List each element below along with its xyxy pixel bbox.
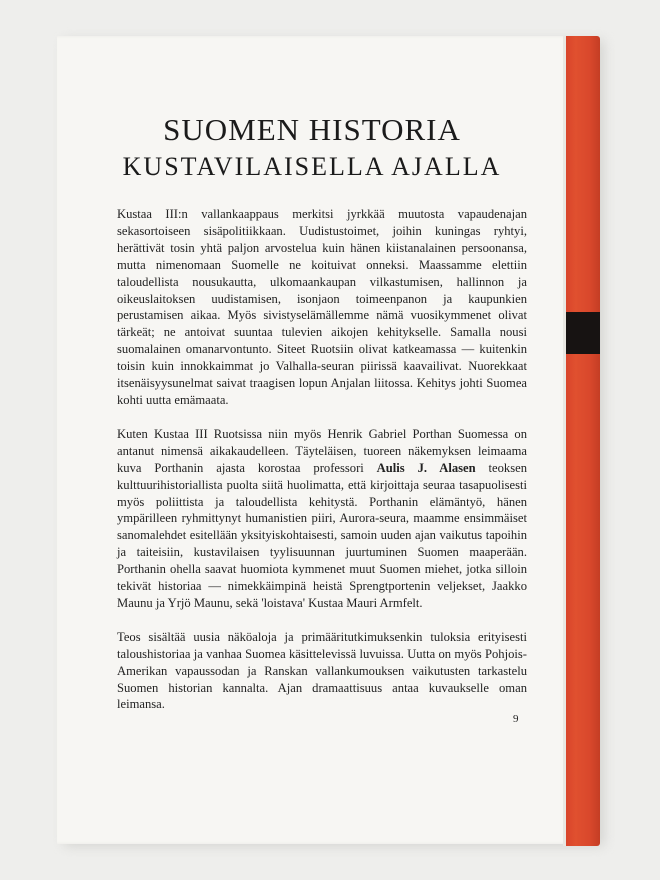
author-name: Aulis J. Alasen [376,460,476,475]
book-spine [565,36,600,846]
book-subtitle: KUSTAVILAISELLA AJALLA [122,152,502,181]
page-number: 9 [513,713,519,725]
blurb-paragraph-2 [117,426,527,612]
book-title: SUOMEN HISTORIA [163,112,461,147]
blurb-paragraph-1: Kustaa III:n vallankaappaus merkitsi jyrkkää muutosta vapaudenajan sekasortoiseen sisäpolitiikkaan. Uudistustoimet, joihin kuningas ryhtyi, herättivät tosin yhtä paljon arvostelua kuin hänen kiistanalainen persoonansa, mutta nimenomaan Suomelle ne koituivat onneksi. Maassamme elettiin taloudellista nousukautta, ulkomaankaupan vilkastumisen, hallinnon ja oikeuslaitoksen uudistamisen, isonjaon toimeenpanon ja kaupunkien perustamisen aikaa. Myös sivistyselämällemme nämä vuosikymmenet olivat tärkeät; ne antoivat suuntaa tulevien aikojen kehitykselle. Samalla nousi suomalainen omanarvontunto. Siteet Ruotsiin olivat katkeamassa — kuitenkin toisin kuin innokkaimmat jo Valhalla-seuran piirissä kaavailivat. Nuorekkaat itsenäisyysunelmat saivat traagisen lopun Anjalan liitossa. Kehitys johti Suomea kohti uutta emämaata. [117,207,527,407]
paragraph-2-rest: teoksen kulttuurihistoriallista puolta siitä huolimatta, että kirjoittaja seuraa tasapuolisesti myös poliittista ja taloudellista kehitystä. Porthanin elämäntyö, hänen ympärilleen ryhmittynyt humanistien piiri, Aurora-seura, maamme ensimmäiset sanomalehdet esitellään yksityiskohtaisesti, samoin uuden ajan vaikutus tapoihin ja taiteisiin, kustavilaisen tyylisuunnan juurtuminen Suomen maaperään. Porthanin ohella saavat huomiota kymmenet muut Suomen miehet, jotka silloin tekivät historiaa — nimekkäimpinä heistä Sprengtportenin veljekset, Jaakko Maunu ja Yrjö Maunu, sekä 'loistava' Kustaa Mauri Armfelt. [117,460,527,610]
paragraph-2-intro: Kuten Kustaa III Ruotsissa niin myös Henrik Gabriel Porthan Suomessa on antanut nimensä aikakaudelleen. Täyteläisen, tuoreen näkemyksen leimaama kuva Porthanin ajasta korostaa professori [117,426,527,475]
blurb-text [117,206,527,713]
blurb-paragraph-3: Teos sisältää uusia näköaloja ja primääritutkimuksenkin tuloksia erityisesti taloushistoriaa ja vanhaa Suomea käsittelevissä luvuissa. Uutta on myös Pohjois-Amerikan vapaussodan ja Ranskan vallankumouksen vaikutusten tarkastelu Suomen historian kannalta. Ajan dramaattisuus antaa kuvaukselle oman leimansa. [117,629,527,712]
spine-black-band [565,312,600,354]
